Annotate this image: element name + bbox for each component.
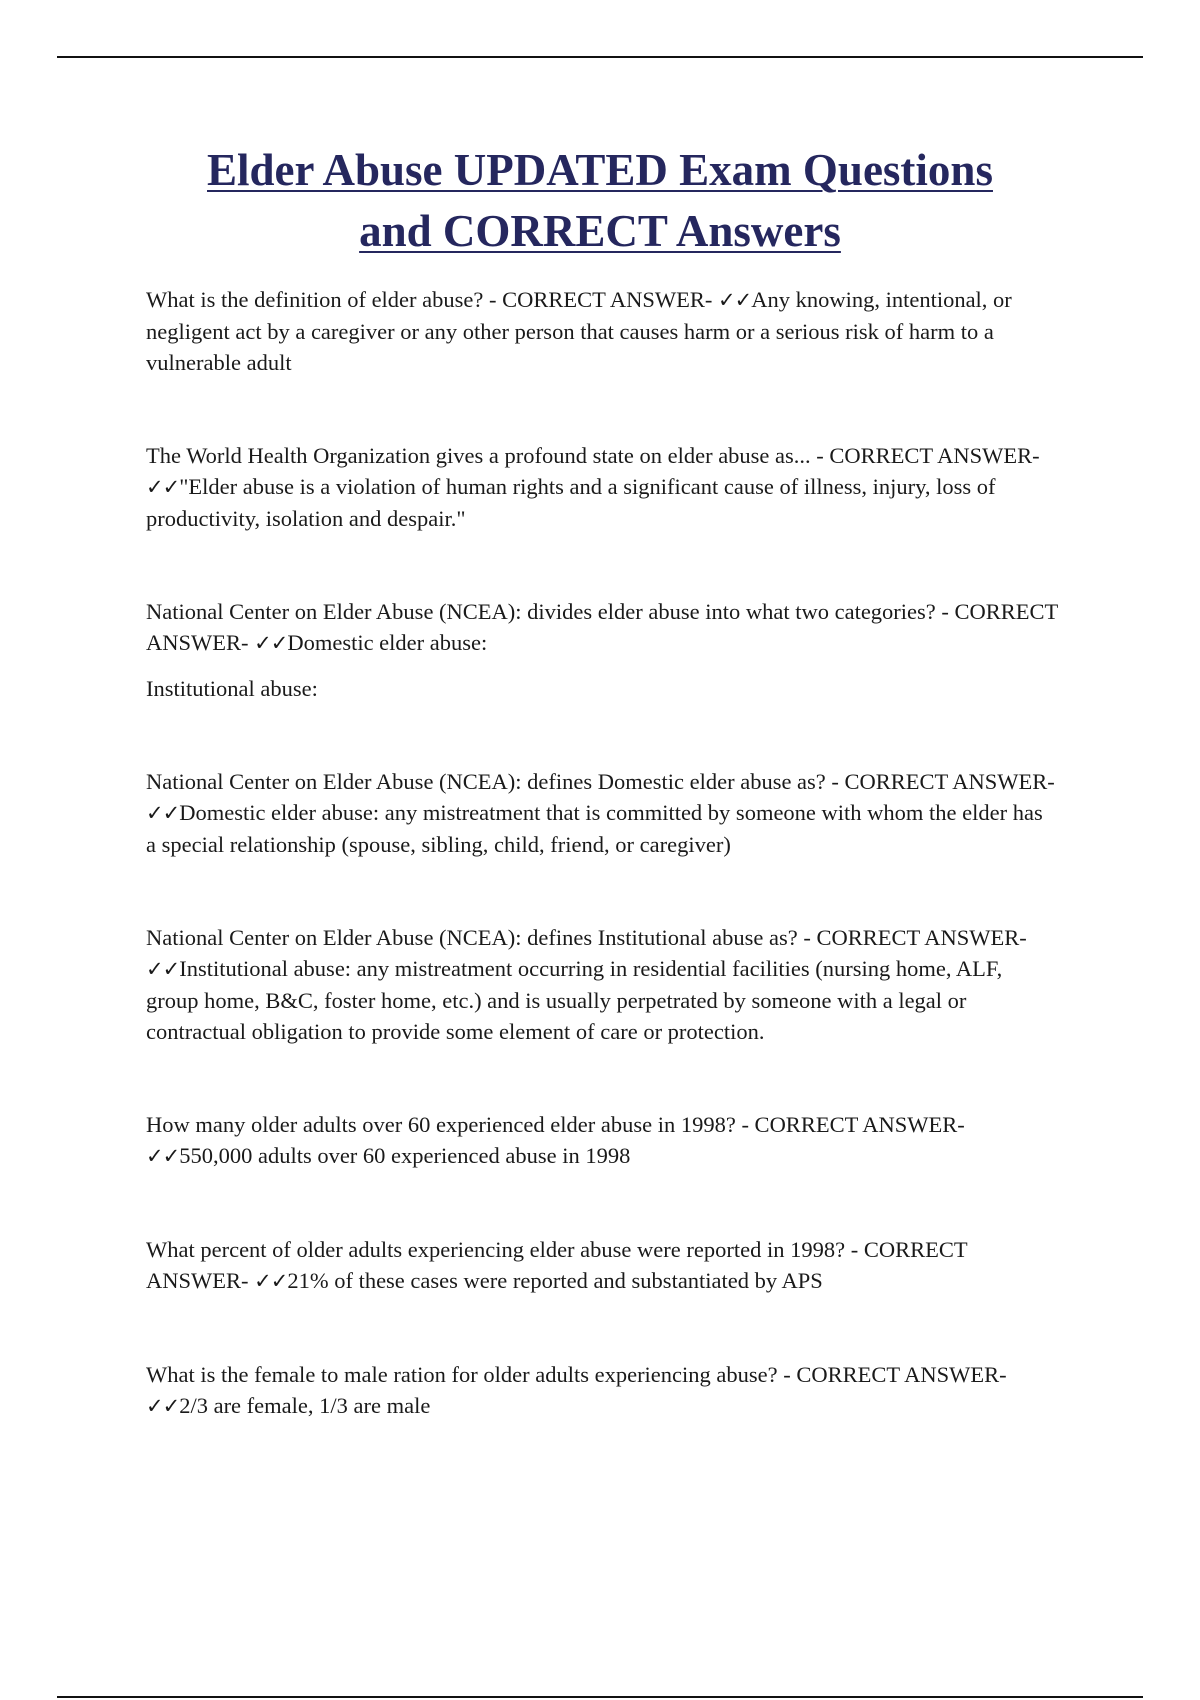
answer-marker: - CORRECT ANSWER- — [146, 599, 1058, 655]
qa-paragraph — [146, 1109, 1058, 1172]
question-text: National Center on Elder Abuse (NCEA): defines Institutional abuse as? — [146, 925, 798, 950]
answer-marker: - CORRECT ANSWER- — [803, 925, 1027, 950]
answer-marker: - CORRECT ANSWER- — [146, 1237, 968, 1293]
qa-item — [146, 1234, 1058, 1297]
qa-item — [146, 922, 1058, 1047]
question-text: What is the definition of elder abuse? — [146, 287, 484, 312]
answer-text: Institutional abuse: any mistreatment occurring in residential facilities (nursing home, ALF, group home, B&C, foster home, etc.) and is usually perpetrated by someone with a legal or contractual obligation to provide some element of care or protection. — [146, 956, 1003, 1044]
answer-extra-line: Institutional abuse: — [146, 676, 318, 701]
double-check-icon: ✓✓ — [146, 475, 180, 499]
qa-item — [146, 284, 1058, 378]
double-check-icon: ✓✓ — [146, 801, 180, 825]
qa-item — [146, 596, 1058, 704]
qa-item — [146, 766, 1058, 860]
qa-paragraph — [146, 1234, 1058, 1297]
document-title — [100, 140, 1100, 262]
answer-marker: - CORRECT ANSWER- — [741, 1112, 965, 1137]
double-check-icon: ✓✓ — [146, 957, 180, 981]
answer-marker: - CORRECT ANSWER- — [489, 287, 713, 312]
answer-text: 21% of these cases were reported and substantiated by APS — [287, 1268, 823, 1293]
qa-paragraph — [146, 922, 1058, 1047]
qa-paragraph — [146, 1359, 1058, 1422]
qa-list — [146, 284, 1058, 1484]
double-check-icon: ✓✓ — [718, 288, 752, 312]
qa-item — [146, 440, 1058, 534]
question-text: National Center on Elder Abuse (NCEA): divides elder abuse into what two categories? — [146, 599, 936, 624]
qa-paragraph — [146, 766, 1058, 860]
double-check-icon: ✓✓ — [254, 1269, 288, 1293]
double-check-icon: ✓✓ — [146, 1394, 180, 1418]
answer-text: Domestic elder abuse: — [287, 630, 488, 655]
answer-text: 2/3 are female, 1/3 are male — [179, 1393, 431, 1418]
title-line-2: and CORRECT Answers — [359, 206, 841, 256]
qa-paragraph — [146, 284, 1058, 378]
qa-item — [146, 1359, 1058, 1422]
top-page-rule — [57, 56, 1143, 58]
answer-text: "Elder abuse is a violation of human rights and a significant cause of illness, injury, loss of productivity, isolation and despair." — [146, 474, 996, 531]
answer-text: Domestic elder abuse: any mistreatment that is committed by someone with whom the elder has a special relationship (spouse, sibling, child, friend, or caregiver) — [146, 800, 1043, 857]
answer-text: Any knowing, intentional, or negligent act by a caregiver or any other person that causes harm or a serious risk of harm to a vulnerable adult — [146, 287, 1012, 375]
bottom-page-rule — [57, 1696, 1143, 1698]
answer-marker: - CORRECT ANSWER- — [783, 1362, 1007, 1387]
answer-text: 550,000 adults over 60 experienced abuse in 1998 — [179, 1143, 631, 1168]
answer-marker: - CORRECT ANSWER- — [816, 443, 1040, 468]
answer-marker: - CORRECT ANSWER- — [831, 769, 1055, 794]
qa-item — [146, 1109, 1058, 1172]
question-text: The World Health Organization gives a profound state on elder abuse as... — [146, 443, 811, 468]
title-line-1: Elder Abuse UPDATED Exam Questions — [207, 145, 993, 195]
double-check-icon: ✓✓ — [254, 631, 288, 655]
double-check-icon: ✓✓ — [146, 1144, 180, 1168]
qa-paragraph — [146, 440, 1058, 534]
question-text: How many older adults over 60 experienced elder abuse in 1998? — [146, 1112, 736, 1137]
qa-paragraph — [146, 596, 1058, 659]
question-text: What percent of older adults experiencing elder abuse were reported in 1998? — [146, 1237, 846, 1262]
question-text: National Center on Elder Abuse (NCEA): defines Domestic elder abuse as? — [146, 769, 826, 794]
question-text: What is the female to male ration for older adults experiencing abuse? — [146, 1362, 778, 1387]
